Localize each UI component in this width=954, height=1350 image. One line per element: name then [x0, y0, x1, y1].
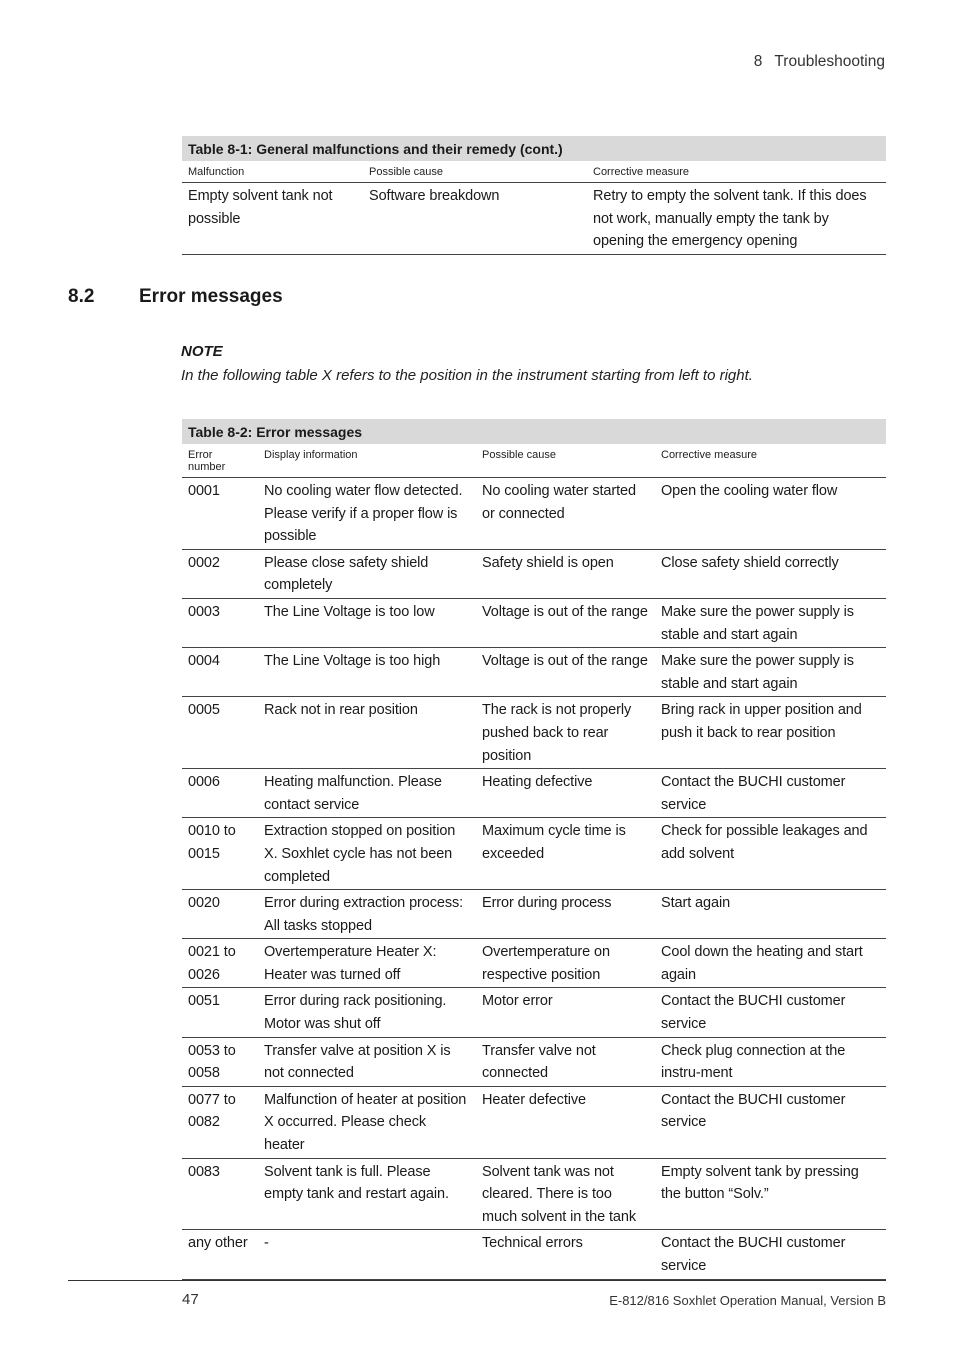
column-header: Malfunction — [182, 161, 363, 183]
table-row — [182, 1037, 886, 1086]
table-error-messages — [182, 419, 886, 1280]
table-cell: Error during process — [476, 890, 655, 939]
table-cell: 0010 to 0015 — [182, 818, 258, 890]
section-number: 8.2 — [68, 286, 95, 307]
table-cell: Software breakdown — [363, 183, 587, 255]
table-row — [182, 183, 886, 255]
table-cell: Check for possible leakages and add solvent — [655, 818, 886, 890]
table-cell: Contact the BUCHI customer service — [655, 1230, 886, 1279]
table-row — [182, 648, 886, 697]
footer-divider — [68, 1280, 886, 1281]
table-cell: The Line Voltage is too high — [258, 648, 476, 697]
table-row — [182, 1158, 886, 1230]
table-cell: Maximum cycle time is exceeded — [476, 818, 655, 890]
column-header: Corrective measure — [587, 161, 886, 183]
table-cell: 0021 to 0026 — [182, 939, 258, 988]
column-header: Possible cause — [476, 444, 655, 478]
table-cell: Voltage is out of the range — [476, 648, 655, 697]
table-row — [182, 1086, 886, 1158]
table-cell: 0020 — [182, 890, 258, 939]
column-header: Possible cause — [363, 161, 587, 183]
document-title: E-812/816 Soxhlet Operation Manual, Version B — [609, 1293, 886, 1308]
table-cell: 0077 to 0082 — [182, 1086, 258, 1158]
table-row — [182, 769, 886, 818]
table-cell: Make sure the power supply is stable and start again — [655, 598, 886, 647]
table-cell: The Line Voltage is too low — [258, 598, 476, 647]
column-header: Error number — [182, 444, 258, 478]
table-cell: Contact the BUCHI customer service — [655, 1086, 886, 1158]
note-label: NOTE — [181, 343, 223, 360]
table-cell: Solvent tank was not cleared. There is too much solvent in the tank — [476, 1158, 655, 1230]
table-row — [182, 549, 886, 598]
table-cell: Technical errors — [476, 1230, 655, 1279]
table-cell: Extraction stopped on position X. Soxhlet cycle has not been completed — [258, 818, 476, 890]
table-cell: Contact the BUCHI customer service — [655, 988, 886, 1037]
section-heading — [68, 286, 283, 308]
table-cell: Open the cooling water flow — [655, 478, 886, 550]
table-cell: Error during rack positioning. Motor was shut off — [258, 988, 476, 1037]
table-cell: any other — [182, 1230, 258, 1279]
table-cell: Contact the BUCHI customer service — [655, 769, 886, 818]
table-row — [182, 598, 886, 647]
table-row — [182, 697, 886, 769]
table-cell: Malfunction of heater at position X occurred. Please check heater — [258, 1086, 476, 1158]
column-header: Corrective measure — [655, 444, 886, 478]
table-cell: Heater defective — [476, 1086, 655, 1158]
table-cell: Check plug connection at the instru-ment — [655, 1037, 886, 1086]
table-cell: 0002 — [182, 549, 258, 598]
table-cell: Solvent tank is full. Please empty tank and restart again. — [258, 1158, 476, 1230]
table-row — [182, 939, 886, 988]
table-cell: Close safety shield correctly — [655, 549, 886, 598]
note-text: In the following table X refers to the position in the instrument starting from left to right. — [181, 367, 753, 384]
table-caption: Table 8-1: General malfunctions and their remedy (cont.) — [182, 136, 886, 161]
table-cell: Overtemperature on respective position — [476, 939, 655, 988]
table-cell: Voltage is out of the range — [476, 598, 655, 647]
table-cell: No cooling water started or connected — [476, 478, 655, 550]
table-caption: Table 8-2: Error messages — [182, 419, 886, 444]
table-cell: 0004 — [182, 648, 258, 697]
table-cell: 0001 — [182, 478, 258, 550]
table-cell: Rack not in rear position — [258, 697, 476, 769]
table-cell: Make sure the power supply is stable and start again — [655, 648, 886, 697]
table-cell: 0003 — [182, 598, 258, 647]
table-cell: Motor error — [476, 988, 655, 1037]
chapter-title: Troubleshooting — [774, 53, 885, 70]
chapter-number: 8 — [753, 53, 763, 70]
table-cell: - — [258, 1230, 476, 1279]
table-cell: Heating malfunction. Please contact service — [258, 769, 476, 818]
table-cell: 0083 — [182, 1158, 258, 1230]
table-cell: 0051 — [182, 988, 258, 1037]
table-cell: Transfer valve not connected — [476, 1037, 655, 1086]
table-cell: Safety shield is open — [476, 549, 655, 598]
table-cell: Retry to empty the solvent tank. If this does not work, manually empty the tank by opening the emergency opening — [587, 183, 886, 255]
table-cell: The rack is not properly pushed back to rear position — [476, 697, 655, 769]
table-cell: Bring rack in upper position and push it back to rear position — [655, 697, 886, 769]
table-cell: Overtemperature Heater X: Heater was turned off — [258, 939, 476, 988]
table-cell: Empty solvent tank by pressing the button “Solv.” — [655, 1158, 886, 1230]
page-number: 47 — [182, 1291, 199, 1308]
table-cell: Please close safety shield completely — [258, 549, 476, 598]
table-row — [182, 988, 886, 1037]
table-cell: Empty solvent tank not possible — [182, 183, 363, 255]
table-cell: Start again — [655, 890, 886, 939]
table-cell: 0005 — [182, 697, 258, 769]
table-general-malfunctions — [182, 136, 886, 255]
table-cell: 0053 to 0058 — [182, 1037, 258, 1086]
table-row — [182, 478, 886, 550]
table-row — [182, 818, 886, 890]
table-cell: Heating defective — [476, 769, 655, 818]
table-cell: Transfer valve at position X is not connected — [258, 1037, 476, 1086]
table-cell: 0006 — [182, 769, 258, 818]
column-header: Display information — [258, 444, 476, 478]
table-cell: Error during extraction process: All tasks stopped — [258, 890, 476, 939]
section-title: Error messages — [139, 286, 283, 307]
table-row — [182, 1230, 886, 1279]
table-cell: No cooling water flow detected. Please verify if a proper flow is possible — [258, 478, 476, 550]
running-header — [754, 53, 885, 71]
table-cell: Cool down the heating and start again — [655, 939, 886, 988]
table-row — [182, 890, 886, 939]
